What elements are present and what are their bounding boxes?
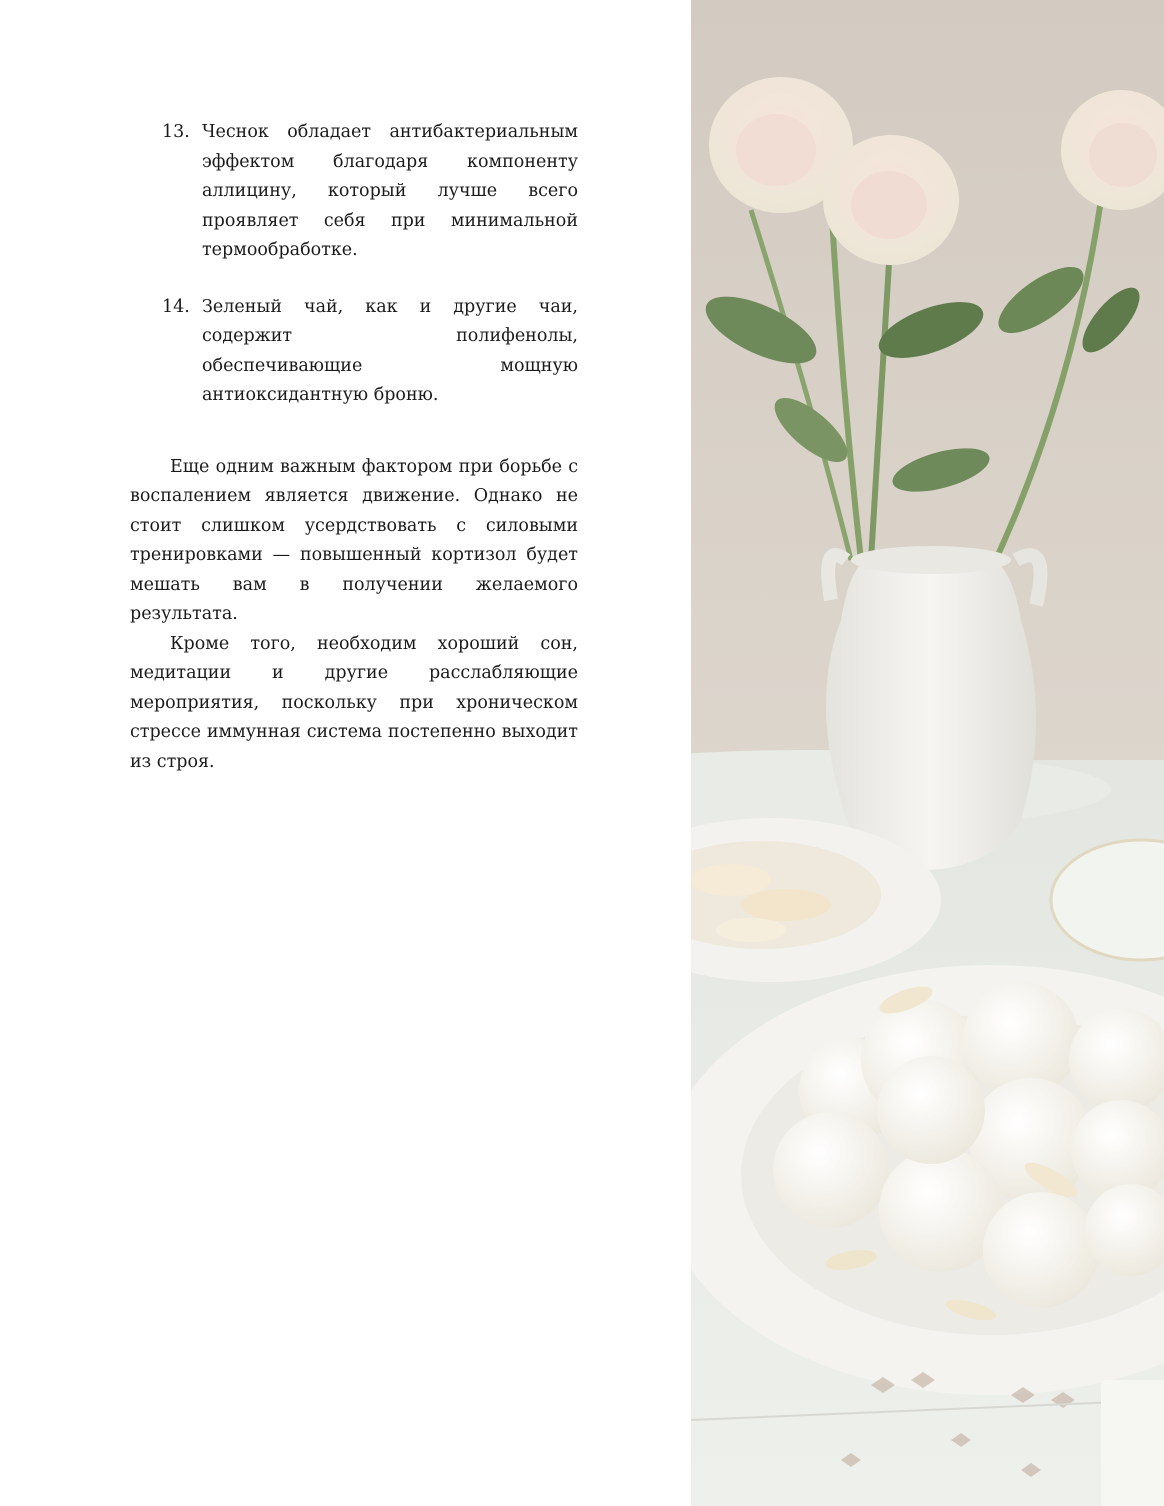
list-item-13 bbox=[130, 118, 578, 266]
list-text: Чеснок обладает антибактериальным эффектом благодаря компоненту аллицину, который лучше всего проявляет себя при минимальной термообработке. bbox=[202, 122, 578, 260]
food-photo-illustration bbox=[691, 0, 1164, 1506]
list-item-14 bbox=[130, 293, 578, 411]
food-photo bbox=[691, 0, 1164, 1506]
paragraph-sleep: Кроме того, необходим хороший сон, медитации и другие расслабляющие мероприятия, поскольку при хроническом стрессе иммунная система постепенно выходит из строя. bbox=[130, 633, 578, 772]
list-number: 14. bbox=[162, 296, 190, 317]
list-number: 13. bbox=[162, 122, 190, 142]
list-text: Зеленый чай, как и другие чаи, содержит полифенолы, обеспечивающие мощную антиоксидантную броню. bbox=[202, 296, 578, 405]
text-column bbox=[130, 118, 578, 777]
paragraph-movement: Еще одним важным фактором при борьбе с воспалением является движение. Однако не стоит слишком усердствовать с силовыми тренировками — повышенный кортизол будет мешать вам в получении желаемого результата. bbox=[130, 456, 578, 624]
